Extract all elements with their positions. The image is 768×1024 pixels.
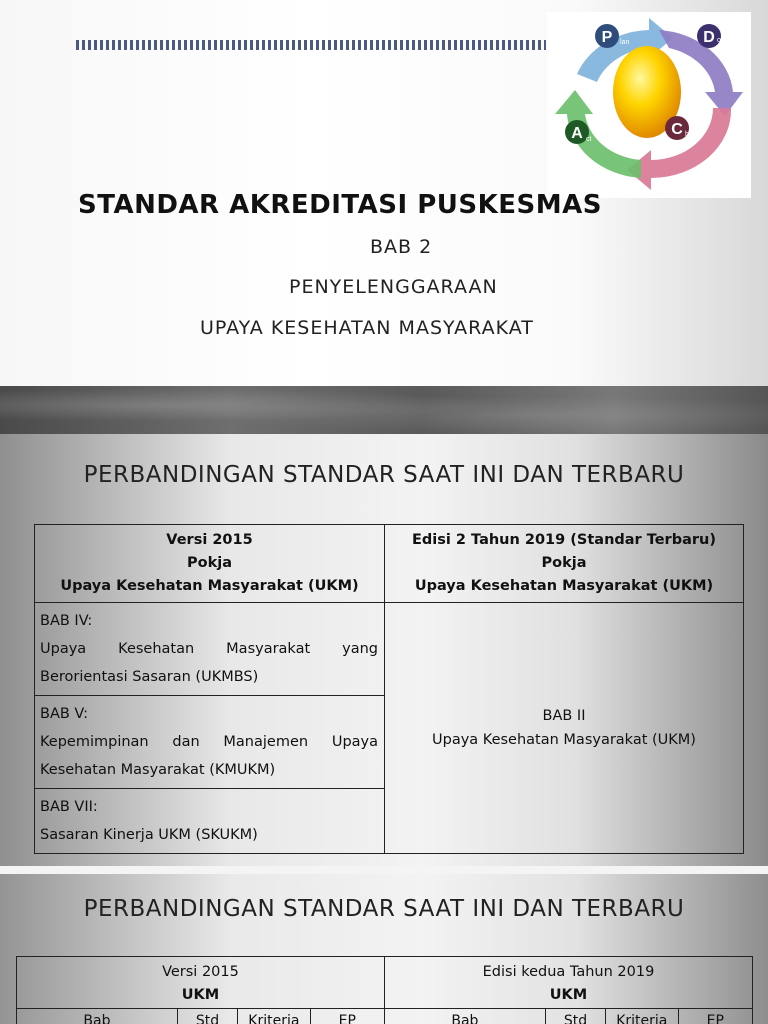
- slide-divider: [0, 866, 768, 874]
- table-row-bab-iv: BAB IV: Upaya Kesehatan Masyarakat yang Berorientasi Sasaran (UKMBS): [35, 603, 385, 696]
- comparison-table-2: [16, 956, 753, 1024]
- subtitle-ukm: UPAYA KESEHATAN MASYARAKAT: [200, 317, 534, 339]
- plan-rest: lan: [620, 39, 630, 46]
- header-versi-2015-ukm: Versi 2015 UKM: [17, 957, 385, 1009]
- comparison-table: [34, 524, 744, 854]
- col-bab-left: Bab: [17, 1009, 178, 1024]
- table-cell-bab-ii: BAB II Upaya Kesehatan Masyarakat (UKM): [385, 603, 744, 854]
- plan-letter: P: [601, 29, 613, 46]
- do-badge: [697, 24, 721, 48]
- act-letter: A: [571, 125, 583, 142]
- col-kriteria-left: Kriteria: [238, 1009, 310, 1024]
- act-badge: [565, 120, 592, 144]
- check-badge: [665, 116, 700, 140]
- check-rest: heck: [685, 131, 700, 138]
- subtitle-bab: BAB 2: [370, 236, 433, 258]
- col-ep-right: EP: [678, 1009, 752, 1024]
- slide-title: STANDAR AKREDITASI PUSKESMAS: [78, 190, 602, 220]
- check-letter: C: [671, 121, 683, 138]
- comparison-slide-2: [0, 874, 768, 1024]
- do-rest: o: [717, 37, 721, 44]
- slide-heading-2: PERBANDINGAN STANDAR SAAT INI DAN TERBARU: [83, 896, 685, 922]
- header-edisi-kedua-2019: Edisi kedua Tahun 2019 UKM: [384, 957, 752, 1009]
- marble-divider: [0, 386, 768, 434]
- col-bab-right: Bab: [384, 1009, 545, 1024]
- subtitle-penyelenggaraan: PENYELENGGARAAN: [289, 276, 498, 298]
- slide-heading: PERBANDINGAN STANDAR SAAT INI DAN TERBARU: [83, 462, 685, 488]
- col-ep-left: EP: [310, 1009, 384, 1024]
- decorative-dash-bar: [76, 40, 546, 50]
- table-row-bab-v: BAB V: Kepemimpinan dan Manajemen Upaya Kesehatan Masyarakat (KMUKM): [35, 696, 385, 789]
- pdca-cycle-image: [547, 12, 751, 198]
- col-std-right: Std: [545, 1009, 605, 1024]
- do-letter: D: [703, 29, 715, 46]
- col-std-left: Std: [177, 1009, 237, 1024]
- title-slide: [0, 0, 768, 386]
- comparison-slide: [0, 434, 768, 866]
- col-kriteria-right: Kriteria: [606, 1009, 678, 1024]
- table-row-bab-vii: BAB VII: Sasaran Kinerja UKM (SKUKM): [35, 789, 385, 854]
- header-versi-2015: Versi 2015 Pokja Upaya Kesehatan Masyarakat (UKM): [35, 525, 385, 603]
- header-edisi-2019: Edisi 2 Tahun 2019 (Standar Terbaru) Pokja Upaya Kesehatan Masyarakat (UKM): [385, 525, 744, 603]
- act-rest: ct: [586, 136, 592, 143]
